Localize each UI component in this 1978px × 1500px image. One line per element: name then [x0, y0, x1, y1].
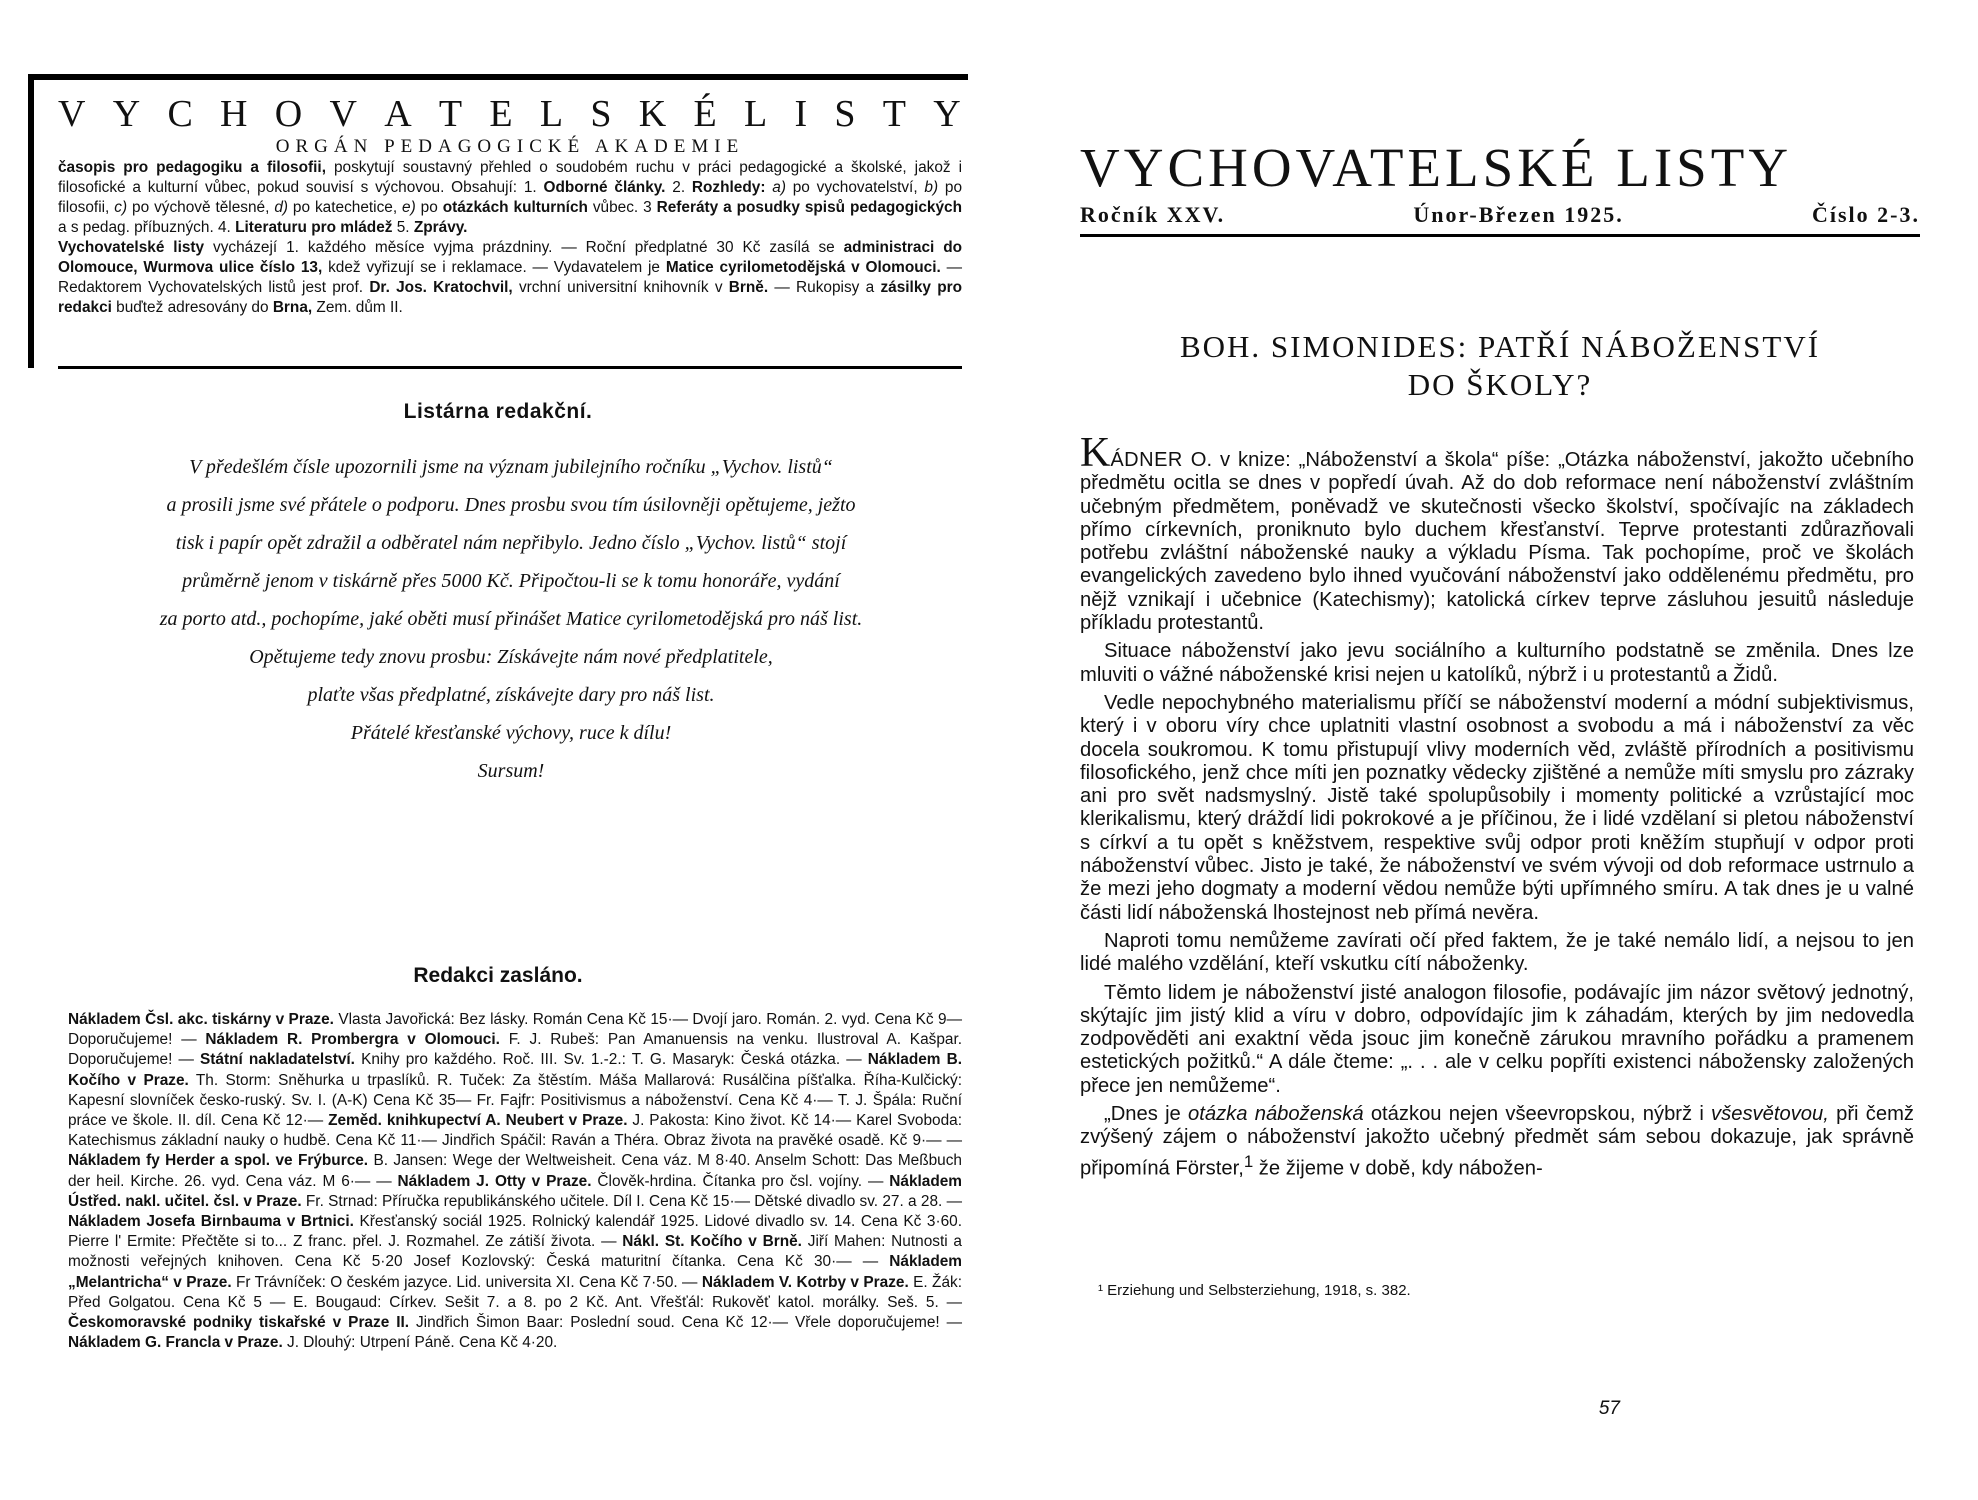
masthead-title-letter: H — [220, 93, 249, 135]
masthead-title-letter: I — [794, 93, 809, 135]
masthead-rule — [58, 366, 962, 369]
masthead-title-letter: E — [489, 93, 514, 135]
masthead-title-letter: A — [384, 93, 413, 135]
article-paragraph: Těmto lidem je náboženství jisté analogon filosofie, podávajíc jim názor světový jednotný, skýtajíc jim jistý klid a víru v dobro, odpovídajíc jim k záhadám, kterých by jim nedovedla zodpověděti ani exaktní věda jsouc jim konečně zárukou mravního pořádku a pramenem estetických požitků.“ A dále čteme: „. . . ale v celku popříti existenci nábožensky založených přece jen nemůžeme“. — [1080, 981, 1914, 1097]
article-title-line1: BOH. SIMONIDES: PATŘÍ NÁBOŽENSTVÍ — [1179, 329, 1821, 364]
issue-number: Číslo 2-3. — [1812, 202, 1920, 227]
listarna-line: Přátelé křesťanské výchovy, ruce k dílu! — [350, 722, 672, 744]
masthead-title-letter: Y — [933, 93, 962, 135]
masthead-title-letter: T — [882, 93, 908, 135]
masthead-title — [58, 94, 962, 134]
masthead-title-letter: S — [590, 93, 613, 135]
article-paragraph: Situace náboženství jako jevu sociálního a kulturního podstatně se změnila. Dnes lze mluviti o vážné náboženské krisi nejen u katolíků, nýbrž i u protestantů a Židů. — [1080, 640, 1914, 686]
listarna-line: plaťte všas předplatné, získávejte dary pro náš list. — [307, 684, 715, 706]
article-body — [1080, 430, 1914, 1186]
article-title — [1080, 328, 1920, 404]
listarna-line: průměrně jenom v tiskárně přes 5000 Kč. Připočtou-li se k tomu honoráře, vydání — [182, 570, 840, 592]
masthead-subtitle: ORGÁN PEDAGOGICKÉ AKADEMIE — [275, 136, 745, 157]
article-paragraph: Vedle nepochybného materialismu příčí se náboženství moderní a módní subjektivismus, který i v oboru víry chce uplatniti vlastní osobnost a svobodu a má i náboženství za věc docela soukromou. K tomu přistupují vlivy moderních věd, zvláště přírodních a positivismu filosofického, jenž chce míti jen poznatky vědecky zjištěné a nemůže míti smyslu pro zázraky ani pro svět nadsmyslný. Jistě také spolupůsobily i momenty politické a vzrůstající moc klerikalismu, který dráždí lidi pokrokové a je příčinou, že i lidé vzdělaní si pletou náboženství s církví a tu opět s kněžstvem, respektive svůj odpor proti kněžím stupňují v odpor proti náboženství vůbec. Jisto je také, že náboženství ve svém vývoji od dob reformace ustrnulo a že mezi jeho dogmaty a moderní vědou nemůže býti upřímného smíru. A tak dnes je u valné části lidí náboženská lhostejnost neb přímá nevěra. — [1080, 691, 1914, 924]
footnote: ¹ Erziehung und Selbsterziehung, 1918, s. 382. — [1098, 1282, 1411, 1299]
issue-line — [1080, 202, 1920, 228]
masthead-title-letter: L — [539, 93, 565, 135]
issue-date: Únor-Březen 1925. — [1413, 202, 1624, 227]
masthead-title-letter: S — [834, 93, 857, 135]
masthead-title-letter: L — [743, 93, 769, 135]
left-page — [28, 74, 968, 1478]
journal-title: VYCHOVATELSKÉ LISTY — [1080, 137, 1793, 198]
article-paragraph: Naproti tomu nemůžeme zavírati očí před faktem, že je také nemálo lidí, a nejsou to jen lidé malého vzdělání, kteří vskutku cítí náboženky. — [1080, 929, 1914, 976]
zaslano-text: Nákladem Čsl. akc. tiskárny v Praze. Vlasta Javořická: Bez lásky. Román Cena Kč 15·— Dvojí jaro. Román. 2. vyd. Cena Kč 9— Doporučujeme! — Nákladem R. Prombergra v Olomouci. F. J. Rubeš: Pan Amanuensis na venku. Ilustroval A. Kašpar. Doporučujeme! — Státní nakladatelství. Knihy pro každého. Roč. III. Sv. 1.-2.: T. G. Masaryk: Česká otázka. — Nákladem B. Kočího v Praze. Th. Storm: Sněhurka u trpaslíků. R. Tuček: Za štěstím. Máša Mallarová: Rusálčina píšťalka. Říha-Kulčický: Kapesní slovníček česko-ruský. Sv. I. (A-K) Cena Kč 35— Fr. Fajfr: Positivismus a náboženství. Cena Kč 4·— T. J. Špála: Ruční práce ve škole. II. díl. Cena Kč 12·— Zeměd. knihkupectví A. Neubert v Praze. J. Pakosta: Kino život. Kč 14·— Karel Svoboda: Katechismus základní nauky o hudbě. Cena Kč 11·— Jindřich Spáčil: Raván a Théra. Obraz života na pravěké osadě. Kč 9·— — Nákladem fy Herder a spol. ve Frýburce. B. Jansen: Wege der Weltweisheit. Cena váz. M 8·40. Anselm Schott: Das Meßbuch der heil. Kirche. 26. vyd. Cena váz. M 6·— — Nákladem J. Otty v Praze. Člověk-hrdina. Čítanka pro čsl. vojíny. — Nákladem Ústřed. nakl. učitel. čsl. v Praze. Fr. Strnad: Příručka republikánského učitele. Díl I. Cena Kč 15·— Dětské divadlo sv. 27. a 28. — Nákladem Josefa Birnbauma v Brtnici. Křesťanský sociál 1925. Rolnický kalendář 1925. Lidové divadlo sv. 14. Cena Kč 3·60. Pierre l' Ermite: Přečtěte si to... Z franc. přel. J. Rozmahel. Ze zátiší života. — Nákl. St. Kočího v Brně. Jiří Mahen: Nutnosti a možnosti veřejných knihoven. Cena Kč 5·20 Josef Kozlovský: Česká maturitní čítanka. Cena Kč 30·— — Nákladem „Melantricha“ v Praze. Fr Trávníček: O českém jazyce. Lid. universita XI. Cena Kč 7·50. — Nákladem V. Kotrby v Praze. E. Žák: Před Golgatou. Cena Kč 5 — E. Bougaud: Církev. Sešit 7. a 8. po 2 Kč. Ant. Vřešťál: Rukověť katol. morálky. Seš. 5. — Českomoravské podniky tiskařské v Praze II. Jindřich Šimon Baar: Poslední soud. Cena Kč 12·— Vřele doporučujeme! — Nákladem G. Francla v Praze. J. Dlouhý: Utrpení Páně. Cena Kč 4·20. — [68, 1011, 962, 1352]
listarna-line: Opětujeme tedy znovu prosbu: Získávejte nám nové předplatitele, — [249, 646, 773, 668]
masthead-title-letter: Y — [112, 93, 142, 135]
article-title-line2: DO ŠKOLY? — [1407, 367, 1593, 402]
listarna-heading: Listárna redakční. — [403, 400, 593, 423]
masthead-title-letter: C — [167, 93, 194, 135]
masthead-title-letter: É — [693, 93, 718, 135]
masthead-info: časopis pro pedagogiku a filosofii, poskytují soustavný přehled o soudobém ruchu v práci pedagogické a školské, jakož i filosofické a kulturní vůbec, pokud souvisí s výchovou. Obsahují: 1. Odborné články. 2. Rozhledy: a) po vychovatelství, b) po filosofii, c) po výchově tělesné, d) po katechetice, e) po otázkách kulturních vůbec. 3 Referáty a posudky spisů pedagogických a s pedag. příbuzných. 4. Literaturu pro mládež 5. Zprávy. Vychovatelské listy vycházejí 1. každého měsíce vyjma prázdniny. — Roční předplatné 30 Kč zasílá se administraci do Olomouce, Wurmova ulice číslo 13, kdež vyřizují se i reklamace. — Vydavatelem je Matice cyrilometodějská v Olomouci. — Redaktorem Vychovatelských listů jest prof. Dr. Jos. Kratochvil, vrchní universitní knihovník v Brně. — Rukopisy a zásilky pro redakci buďtež adresovány do Brna, Zem. dům II. — [58, 159, 963, 316]
listarna-line: za porto atd., pochopíme, jaké oběti musí přinášet Matice cyrilometodějská pro náš list. — [159, 608, 863, 630]
masthead-title-letter: V — [58, 93, 87, 135]
masthead-title-letter: K — [638, 93, 668, 135]
listarna-line: tisk i papír opět zdražil a odběratel nám nepřibylo. Jedno číslo „Vychov. listů“ stojí — [175, 532, 847, 554]
right-page — [1080, 130, 1920, 1440]
listarna-text — [68, 448, 954, 790]
masthead-title-letter: O — [274, 93, 304, 135]
issue-volume: Ročník XXV. — [1080, 202, 1226, 227]
listarna-line: a prosili jsme své přátele o podporu. Dnes prosbu svou tím úsilovněji opětujeme, ježto — [166, 494, 856, 516]
header-rule — [1080, 234, 1920, 237]
masthead-title-letter: V — [329, 93, 359, 135]
listarna-line: V předešlém čísle upozornili jsme na význam jubilejního ročníku „Vychov. listů“ — [189, 456, 833, 478]
article-paragraph: KÁDNER O. v knize: „Náboženství a škola“ píše: „Otázka náboženství, jakožto učebního předmětu ocitla se dnes v popředí úvah. Až do dob reformace není náboženství zvláštním učebným předmětem, poněvadž ve skutečnosti všecko školství, spočívajíc na základech přímo církevních, proniknuto bylo duchem křesťanství. Teprve protestanti zdůrazňovali potřebu zvláštní náboženské nauky a výkladu Písma. Tak pochopíme, proč ve školách evangelických zavedeno bylo ihned vyučování náboženství jako oddělenému předmětu, pro nějž vznikají i učebnice (Katechismy); katolická církev teprve zásluhou jesuitů následuje příkladu protestantů. — [1080, 430, 1914, 635]
article-paragraph: „Dnes je otázka náboženská otázkou nejen všeevropskou, nýbrž i všesvětovou, při čemž zvýšený zájem o náboženství jakožto učebný předmět sám sebou dokazuje, jak správně připomíná Förster,$^1$ že žijeme v době, kdy nábožen- — [1080, 1103, 1914, 1180]
listarna-line: Sursum! — [477, 760, 545, 782]
masthead-title-letter: T — [438, 93, 464, 135]
zaslano-heading: Redakci zasláno. — [413, 964, 583, 987]
page-number: 57 — [1598, 1398, 1620, 1419]
